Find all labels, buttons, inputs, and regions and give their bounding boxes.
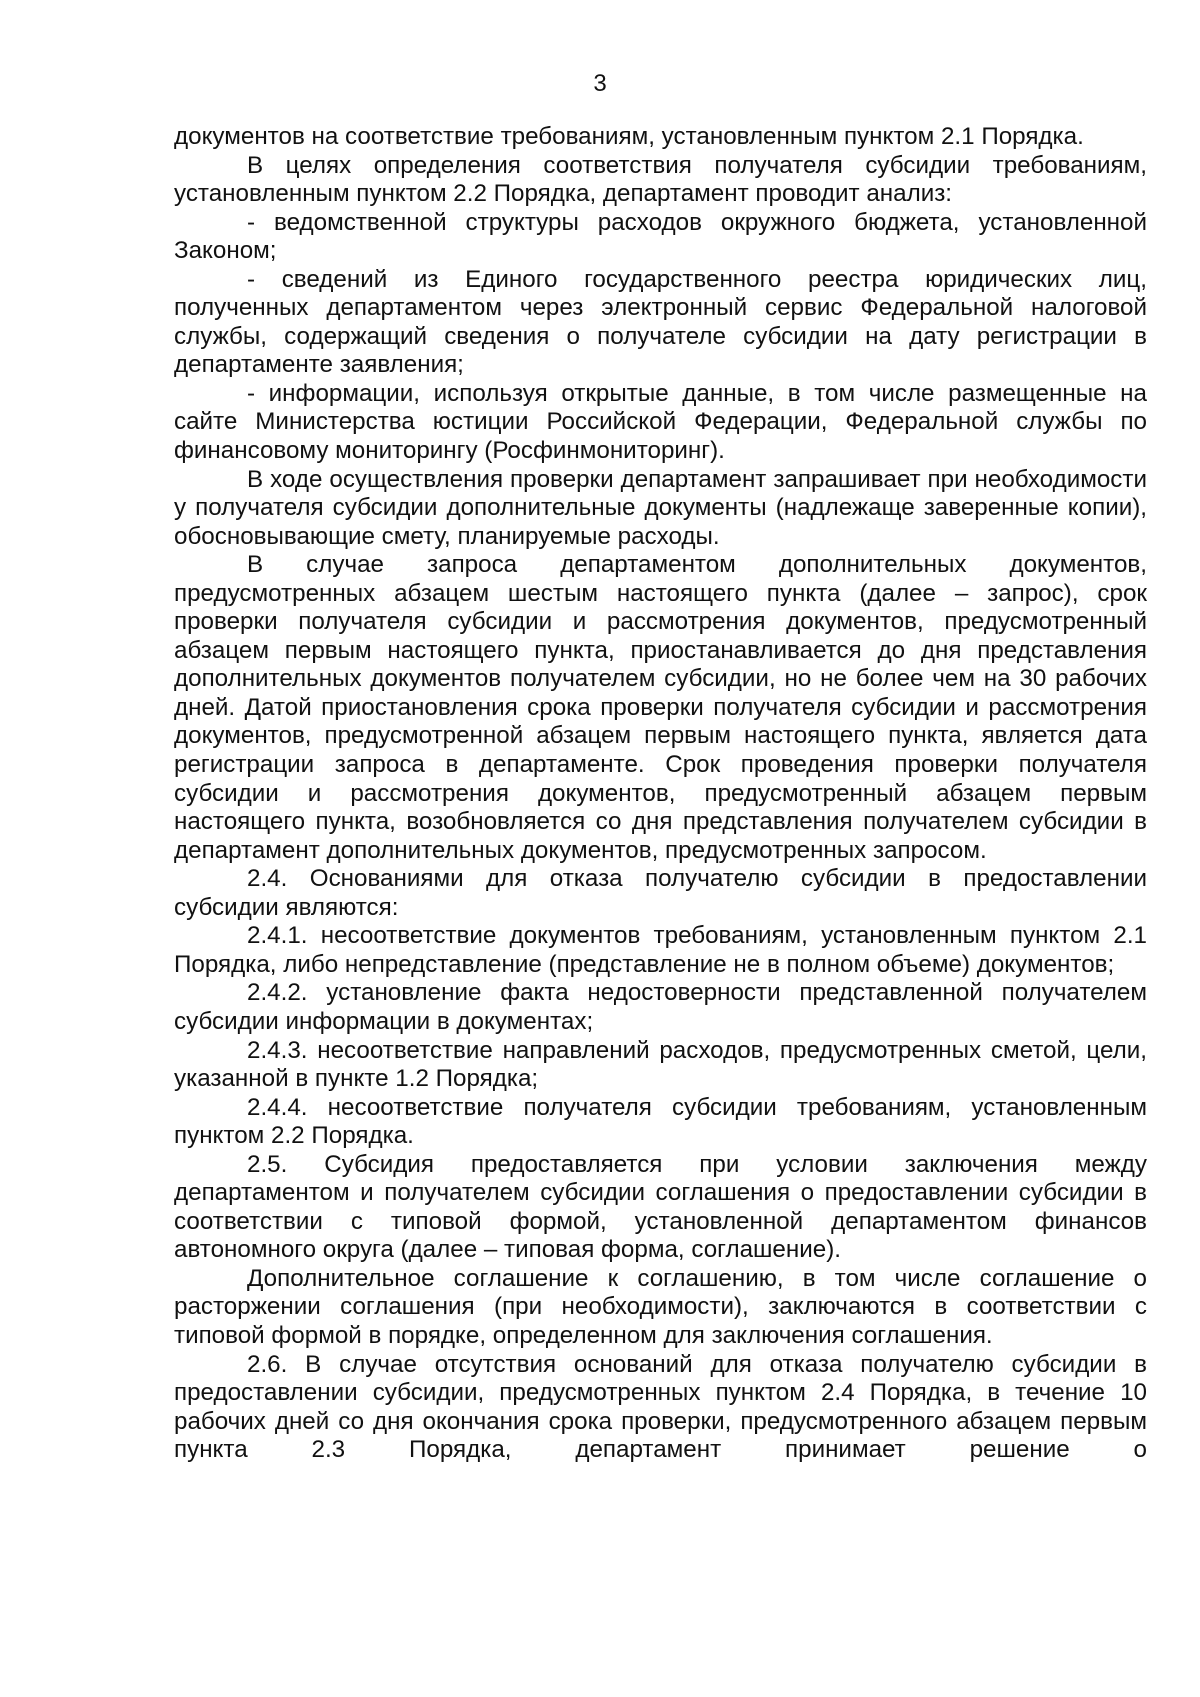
paragraph-continuation: документов на соответствие требованиям, установленным пунктом 2.1 Порядка. [174, 123, 1084, 150]
paragraph-analysis-intro: В целях определения соответствия получателя субсидии требованиям, установленным пунктом 2.2 Порядка, департамент проводит анализ: [174, 151, 1147, 208]
page-number: 3 [593, 70, 607, 97]
clause-2-4-1: 2.4.1. несоответствие документов требованиям, установленным пунктом 2.1 Порядка, либо непредставление (представление не в полном объеме) документов; [174, 922, 1147, 978]
clause-2-4-3: 2.4.3. несоответствие направлений расходов, предусмотренных сметой, цели, указанной в пункте 1.2 Порядка; [174, 1036, 1147, 1093]
list-item-open-data: - информации, используя открытые данные, в том числе размещенные на сайте Министерства юстиции Российской Федерации, Федеральной службы по финансовому мониторингу (Росфинмониторинг). [174, 379, 1147, 465]
clause-2-6: 2.6. В случае отсутствия оснований для отказа получателю субсидии в предоставлении субсидии, предусмотренных пунктом 2.4 Порядка, в течение 10 рабочих дней со дня окончания срока проверки, предусмотренного абзацем первым пункта 2.3 Порядка, департамент принимает решение о [174, 1350, 1147, 1464]
paragraph-request-suspension: В случае запроса департаментом дополнительных документов, предусмотренных абзацем шестым настоящего пункта (далее – запрос), срок проверки получателя субсидии и рассмотрения документов, предусмотренный абзацем первым настоящего пункта, приостанавливается до дня представления дополнительных документов получателем субсидии, но не более чем на 30 рабочих дней. Датой приостановления срока проверки получателя субсидии и рассмотрения документов, предусмотренной абзацем первым настоящего пункта, является дата регистрации запроса в департаменте. Срок проведения проверки получателя субсидии и рассмотрения документов, предусмотренный абзацем первым настоящего пункта, возобновляется со дня представления получателем субсидии в департамент дополнительных документов, предусмотренных запросом. [174, 551, 1147, 864]
clause-2-5: 2.5. Субсидия предоставляется при условии заключения между департаментом и получателем субсидии соглашения о предоставлении субсидии в соответствии с типовой формой, установленной департаментом финансов автономного округа (далее – типовая форма, соглашение). [174, 1150, 1147, 1264]
document-body [174, 123, 1147, 1465]
clause-2-4: 2.4. Основаниями для отказа получателю субсидии в предоставлении субсидии являются: [174, 865, 1147, 921]
list-item-egrul-info: - сведений из Единого государственного реестра юридических лиц, полученных департаментом через электронный сервис Федеральной налоговой службы, содержащий сведения о получателе субсидии на дату регистрации в департаменте заявления; [174, 265, 1147, 379]
clause-2-4-4: 2.4.4. несоответствие получателя субсидии требованиям, установленным пунктом 2.2 Порядка. [174, 1093, 1147, 1150]
clause-2-4-2: 2.4.2. установление факта недостоверности представленной получателем субсидии информации в документах; [174, 979, 1147, 1035]
paragraph-supplementary-agreement: Дополнительное соглашение к соглашению, в том числе соглашение о расторжении соглашения (при необходимости), заключаются в соответствии с типовой формой в порядке, определенном для заключения соглашения. [174, 1264, 1147, 1349]
paragraph-additional-docs: В ходе осуществления проверки департамент запрашивает при необходимости у получателя субсидии дополнительные документы (надлежаще заверенные копии), обосновывающие смету, планируемые расходы. [174, 465, 1147, 550]
list-item-budget-structure: - ведомственной структуры расходов окружного бюджета, установленной Законом; [174, 208, 1147, 265]
